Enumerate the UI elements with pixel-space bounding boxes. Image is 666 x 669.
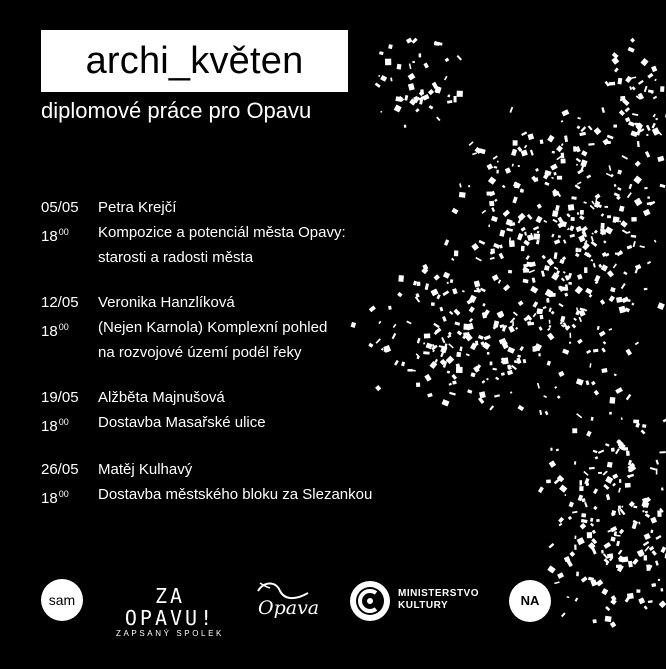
event-topic: Dostavba městského bloku za Slezankou [98, 486, 373, 503]
na-logo: NA [509, 580, 551, 622]
event-time: $18^{00}$ [41, 489, 69, 507]
event-date: 26/05 [41, 461, 79, 478]
event-time: $18^{00}$ [41, 322, 69, 340]
event-topic: Dostavba Masařské ulice [98, 414, 266, 431]
event-time: $18^{00}$ [41, 417, 69, 435]
opava-logo-text: Opava [258, 597, 320, 619]
opava-logo [250, 577, 332, 627]
ministry-culture-logo: MINISTERSTVO KULTURY [398, 588, 480, 611]
event-date: 05/05 [41, 199, 79, 216]
event-date: 12/05 [41, 294, 79, 311]
event-item [41, 195, 346, 270]
event-item [41, 457, 372, 511]
za-opavu-logo [105, 585, 235, 639]
event-speaker: Veronika Hanzlíková [98, 294, 235, 311]
event-speaker: Petra Krejčí [98, 199, 177, 216]
event-title: archi_květen [41, 30, 348, 92]
event-topic: (Nejen Karnola) Komplexní pohled na rozvojové území podél řeky [98, 319, 328, 361]
event-item [41, 385, 266, 439]
event-speaker: Matěj Kulhavý [98, 461, 193, 478]
za-opavu-logo-main: ZA OPAVU! [124, 584, 216, 630]
event-date: 19/05 [41, 389, 79, 406]
event-item [41, 290, 327, 365]
sam-logo: sam [41, 579, 83, 621]
event-topic: Kompozice a potenciál města Opavy: starosti a radosti města [98, 224, 346, 266]
event-time: $18^{00}$ [41, 227, 69, 245]
za-opavu-logo-sub: ZAPSANÝ SPOLEK [116, 629, 224, 638]
partner-logos [0, 575, 666, 638]
event-subtitle: diplomové práce pro Opavu [41, 98, 312, 123]
ministry-culture-icon [350, 581, 390, 621]
event-speaker: Alžběta Majnušová [98, 389, 225, 406]
